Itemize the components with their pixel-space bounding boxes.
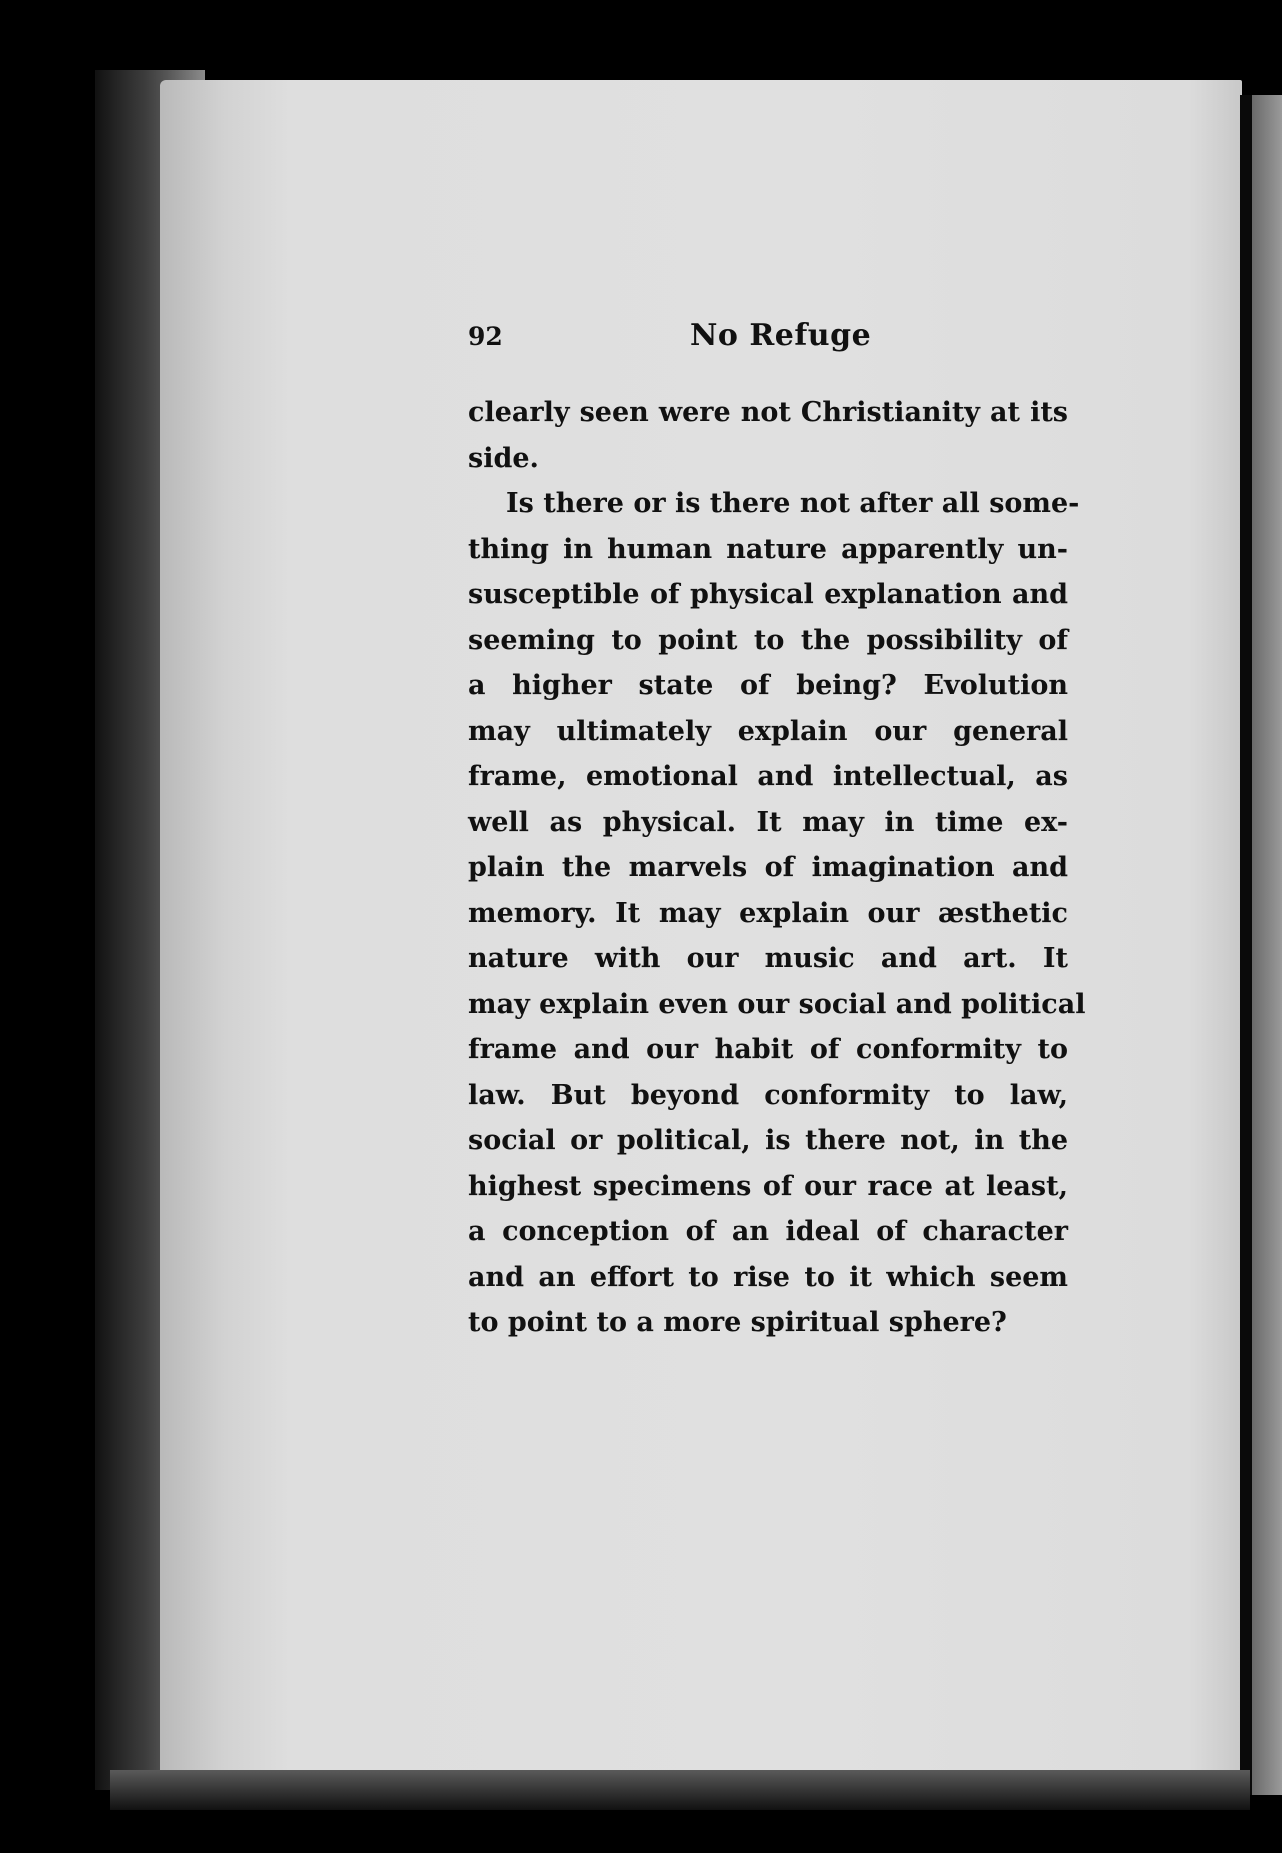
text-line: highest specimens of our race at least, [468,1170,1068,1202]
text-line: to point to a more spiritual sphere? [468,1307,1007,1338]
text-line: Is there or is there not after all some- [506,488,1080,519]
text-line: clearly seen were not Christianity at its [468,397,1068,428]
page-number: 92 [468,322,503,351]
text-line: plain the marvels of imagination and [468,852,1068,883]
page-header [0,318,1282,362]
text-line: thing in human nature apparently un- [468,533,1068,565]
body-text [468,390,1086,1346]
text-line: susceptible of physical explanation and [468,579,1068,610]
text-line: frame and our habit of conformity to [468,1034,1068,1065]
running-title: No Refuge [690,318,872,353]
text-line: may explain even our social and political [468,988,1086,1020]
text-line: memory. It may explain our æsthetic [468,897,1068,929]
page-bottom-shadow [110,1770,1250,1810]
text-line: a higher state of being? Evolution [468,670,1068,701]
text-line: frame, emotional and intellectual, as [468,761,1068,792]
text-line: social or political, is there not, in the [468,1125,1068,1156]
text-line: side. [468,442,539,474]
text-line: well as physical. It may in time ex- [468,806,1068,838]
text-line: nature with our music and art. It [468,943,1068,974]
text-line: seeming to point to the possibility of [468,624,1068,656]
text-line: law. But beyond conformity to law, [468,1079,1068,1111]
text-line: may ultimately explain our general [468,715,1068,747]
text-line: a conception of an ideal of character [468,1216,1068,1247]
text-line: and an effort to rise to it which seem [468,1261,1068,1293]
